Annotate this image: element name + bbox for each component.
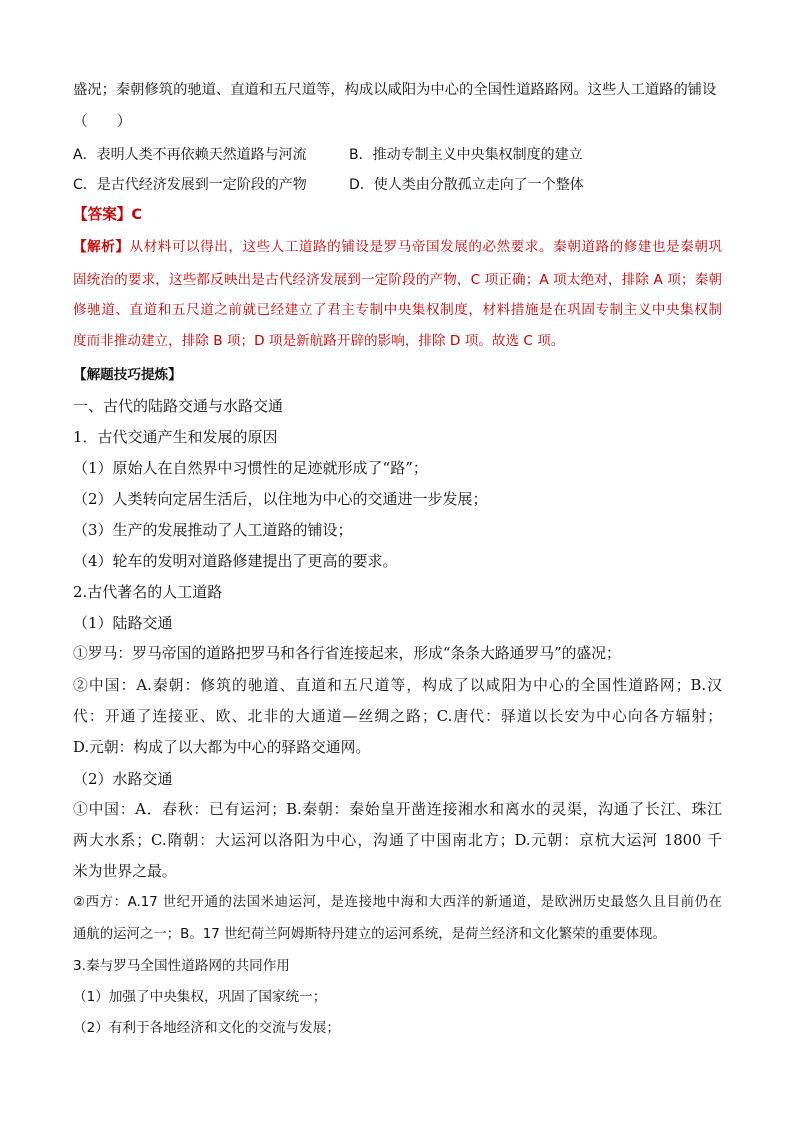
china-water-2: 两大水系；C.隋朝：大运河以洛阳为中心，沟通了中国南北方；D.元朝：京杭大运河 1800 千 [73, 832, 722, 849]
tips-heading: 【解题技巧提炼】 [73, 367, 182, 383]
water-transport-heading: （2）水路交通 [73, 770, 173, 788]
option-d: D．使人类由分散孤立走向了一个整体 [349, 177, 584, 193]
effect-1: （1）加强了中央集权，巩固了国家统一； [73, 989, 327, 1005]
analysis-line-2: 固统治的要求，这些都反映出是古代经济发展到一定阶段的产物，C 项正确；A 项太绝对，排除 A 项；秦朝 [73, 272, 722, 288]
sub-heading-1: 1．古代交通产生和发展的原因 [73, 428, 278, 446]
answer-blank: （ ） [73, 113, 132, 130]
option-c: C．是古代经济发展到一定阶段的产物 [73, 177, 307, 193]
analysis-text-1: 从材料可以得出，这些人工道路的铺设是罗马帝国发展的必然要求。秦朝道路的修建也是秦朝巩 [129, 239, 722, 255]
sub-heading-3: 3.秦与罗马全国性道路网的共同作用 [73, 958, 290, 974]
reason-1: （1）原始人在自然界中习惯性的足迹就形成了“路”； [73, 459, 428, 477]
section-1-heading: 一、古代的陆路交通与水路交通 [73, 397, 284, 415]
analysis-label: 【解析】 [73, 239, 130, 255]
analysis-line-3: 修驰道、直道和五尺道之前就已经建立了君主专制中央集权制度，材料措施是在巩固专制主义中央集权制 [73, 302, 722, 318]
option-a: A．表明人类不再依赖天然道路与河流 [73, 147, 307, 163]
china-water-1: ①中国：A．春秋：已有运河；B.秦朝：秦始皇开凿连接湘水和离水的灵渠，沟通了长江、珠江 [73, 801, 722, 818]
reason-2: （2）人类转向定居生活后，以住地为中心的交通进一步发展； [73, 490, 488, 508]
answer-value: C [131, 206, 143, 223]
west-water-2: 通航的运河之一；B。17 世纪荷兰阿姆斯特丹建立的运河系统，是荷兰经济和文化繁荣的重要体现。 [73, 927, 666, 942]
china-water-3: 米为世界之最。 [73, 863, 177, 880]
reason-4: （4）轮车的发明对道路修建提出了更高的要求。 [73, 552, 398, 570]
answer-label: 【答案】 [73, 206, 132, 223]
china-roads-2: 代：开通了连接亚、欧、北非的大通道—丝绸之路；C.唐代：驿道以长安为中心向各方辐射； [73, 708, 722, 725]
answer-line [73, 205, 722, 225]
sub-heading-2: 2.古代著名的人工道路 [73, 583, 223, 601]
west-water-1: ②西方：A.17 世纪开通的法国米迪运河，是连接地中海和大西洋的新通道，是欧洲历史最悠久且目前仍在 [73, 895, 722, 910]
question-stem: 盛况；秦朝修筑的驰道、直道和五尺道等，构成以咸阳为中心的全国性道路路网。这些人工道路的铺设 [73, 82, 717, 98]
effect-2: （2）有利于各地经济和文化的交流与发展； [73, 1020, 340, 1036]
land-transport-heading: （1）陆路交通 [73, 614, 173, 632]
rome-roads: ①罗马：罗马帝国的道路把罗马和各行省连接起来，形成“条条大路通罗马”的盛况； [73, 645, 621, 662]
analysis-line-4: 度而非推动建立，排除 B 项；D 项是新航路开辟的影响，排除 D 项。故选 C 项。 [73, 333, 565, 349]
china-roads-3: D.元朝：构成了以大都为中心的驿路交通网。 [73, 739, 371, 756]
reason-3: （3）生产的发展推动了人工道路的铺设； [73, 521, 353, 539]
china-roads-1: ②中国：A.秦朝：修筑的驰道、直道和五尺道等，构成了以咸阳为中心的全国性道路网；B.汉 [73, 677, 722, 694]
option-b: B．推动专制主义中央集权制度的建立 [349, 147, 583, 163]
analysis-line-1 [73, 237, 722, 257]
